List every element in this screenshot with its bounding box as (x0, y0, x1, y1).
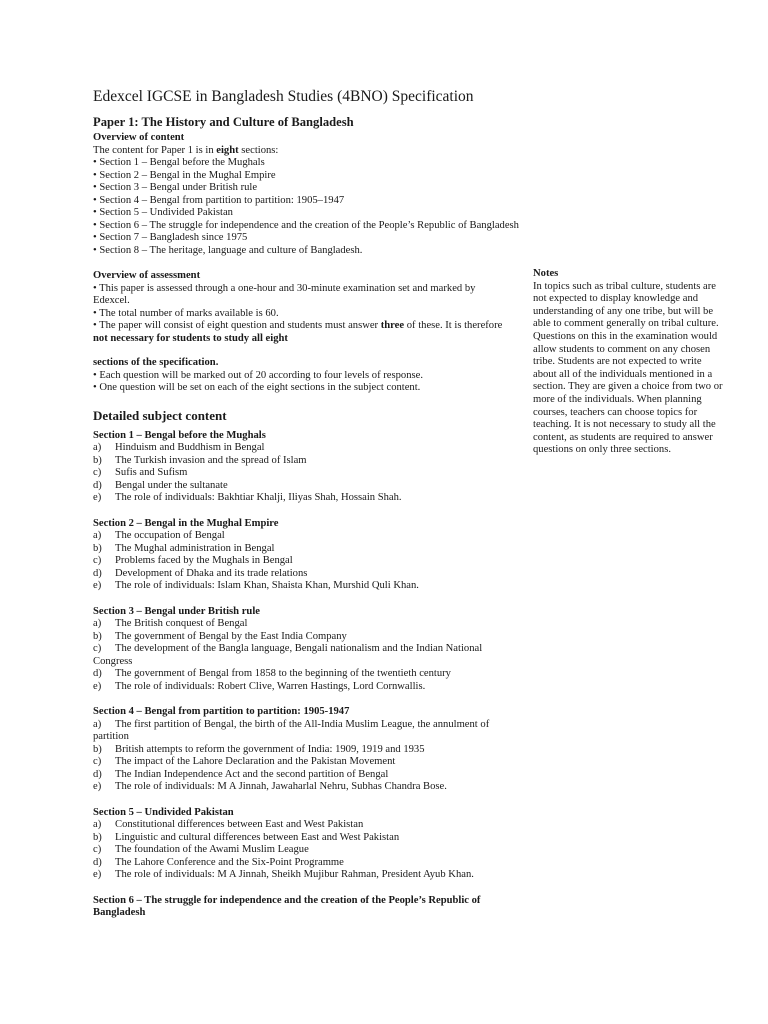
item-text: The government of Bengal from 1858 to the beginning of the twentieth century (115, 668, 451, 679)
list-item (93, 580, 513, 593)
section-title: Section 5 – Undivided Pakistan (93, 806, 234, 818)
item-text: The first partition of Bengal, the birth of the All-India Muslim League, the annulment of partition (93, 718, 490, 742)
item-letter: a) (93, 819, 102, 830)
item-letter: e) (93, 781, 102, 792)
content-section-6 (93, 895, 513, 920)
item-text: The development of the Bangla language, Bengali nationalism and the Indian National Congress (93, 643, 483, 667)
item-text: The British conquest of Bengal (115, 618, 248, 629)
item-text: The role of individuals: M A Jinnah, Sheikh Mujibur Rahman, President Ayub Khan. (115, 869, 474, 880)
item-text: Sufis and Sufism (115, 467, 188, 478)
item-letter: d) (93, 479, 102, 491)
assessment-bold: three (380, 320, 405, 331)
list-item: • Section 4 – Bengal from partition to partition: 1905–1947 (93, 194, 345, 206)
section-title: Section 6 – The struggle for independence and the creation of the People’s Republic of Bangladesh (93, 894, 481, 918)
section-title: Section 2 – Bengal in the Mughal Empire (93, 517, 279, 529)
item-text: The Indian Independence Act and the second partition of Bengal (115, 768, 389, 780)
overview-content-heading: Overview of content (93, 132, 185, 143)
paper-title: Paper 1: The History and Culture of Bangladesh (93, 115, 354, 129)
item-letter: e) (93, 680, 102, 692)
list-item (93, 869, 513, 882)
list-item (93, 480, 513, 493)
item-letter: b) (93, 831, 102, 843)
item-text: The foundation of the Awami Muslim League (115, 844, 309, 855)
item-text: British attempts to reform the government of India: 1909, 1919 and 1935 (115, 743, 425, 755)
overview-content-intro (93, 145, 513, 158)
content-section-3 (93, 606, 513, 694)
assessment-line (93, 320, 513, 345)
item-letter: e) (93, 492, 102, 503)
list-item (93, 756, 513, 769)
list-item: • Section 5 – Undivided Pakistan (93, 207, 233, 218)
item-letter: c) (93, 555, 102, 566)
item-text: The role of individuals: Islam Khan, Shaista Khan, Murshid Quli Khan. (115, 580, 419, 591)
item-text: Bengal under the sultanate (115, 479, 228, 491)
item-letter: d) (93, 856, 102, 868)
assessment-line: • Each question will be marked out of 20 according to four levels of response. (93, 369, 423, 381)
item-letter: b) (93, 542, 102, 554)
list-item (93, 442, 513, 455)
list-item (93, 819, 513, 832)
item-letter: a) (93, 618, 102, 629)
list-item: • Section 1 – Bengal before the Mughals (93, 157, 265, 168)
assessment-line (93, 357, 513, 370)
item-letter: b) (93, 630, 102, 642)
item-text: The occupation of Bengal (115, 530, 225, 541)
list-item (93, 781, 513, 794)
item-letter: d) (93, 567, 102, 579)
list-item: • Section 3 – Bengal under British rule (93, 182, 258, 193)
content-section-4 (93, 706, 513, 794)
list-item (93, 857, 513, 870)
item-text: Development of Dhaka and its trade relations (115, 567, 308, 579)
section-title: Section 3 – Bengal under British rule (93, 605, 260, 617)
list-item: • Section 2 – Bengal in the Mughal Empire (93, 169, 276, 181)
list-item (93, 492, 513, 505)
section-items (93, 618, 513, 693)
item-letter: b) (93, 743, 102, 755)
assessment-bold: sections of the specification. (93, 357, 219, 368)
item-letter: a) (93, 718, 102, 730)
section-items (93, 819, 513, 882)
item-text: Constitutional differences between East and West Pakistan (115, 819, 364, 830)
section-items (93, 530, 513, 593)
item-text: The Lahore Conference and the Six-Point Programme (115, 856, 344, 868)
section-items (93, 442, 513, 505)
list-item (93, 643, 513, 668)
list-item (93, 543, 513, 556)
item-letter: c) (93, 467, 102, 478)
notes-body: In topics such as tribal culture, students are not expected to display knowledge and understanding of any one tribe, but will be able to comment generally on tribal culture. Questions on this in the examination would allow students to comment on any chosen tribe. Students are not expected to write about all of the individuals mentioned in a section. They are given a choice from two or more of the individuals. When planning courses, teachers can choose topics for teaching. It is not necessary to study all the content, as students are required to answer questions on only three sections. (533, 280, 723, 456)
assessment-text: • The paper will consist of eight question and students must answer (93, 320, 381, 331)
item-letter: a) (93, 442, 102, 453)
list-item (93, 832, 513, 845)
overview-assessment-heading: Overview of assessment (93, 270, 201, 281)
item-letter: d) (93, 668, 102, 679)
list-item (93, 467, 513, 480)
item-text: The role of individuals: M A Jinnah, Jawaharlal Nehru, Subhas Chandra Bose. (115, 781, 447, 792)
list-item (93, 568, 513, 581)
item-letter: b) (93, 454, 102, 466)
section-items (93, 719, 513, 794)
list-item (93, 668, 513, 681)
list-item (93, 455, 513, 468)
item-text: The role of individuals: Robert Clive, Warren Hastings, Lord Cornwallis. (115, 680, 426, 692)
assessment-line: • One question will be set on each of the eight sections in the subject content. (93, 382, 421, 393)
assessment-bold: not necessary for students to study all eight (93, 332, 288, 344)
list-item (93, 618, 513, 631)
detailed-content-heading: Detailed subject content (93, 407, 227, 423)
list-item (93, 844, 513, 857)
item-text: The Turkish invasion and the spread of Islam (115, 454, 307, 466)
notes-sidebar (533, 268, 725, 457)
list-item: • Section 6 – The struggle for independence and the creation of the People’s Republic of Bangladesh (93, 219, 519, 231)
item-text: The Mughal administration in Bengal (115, 542, 275, 554)
item-text: Hinduism and Buddhism in Bengal (115, 442, 265, 453)
assessment-line: • This paper is assessed through a one-hour and 30-minute examination set and marked by Edexcel. (93, 282, 476, 306)
item-text: Linguistic and cultural differences between East and West Pakistan (115, 831, 400, 843)
notes-heading: Notes (533, 268, 559, 279)
item-text: The government of Bengal by the East India Company (115, 630, 347, 642)
assessment-line: • The total number of marks available is 60. (93, 307, 279, 319)
list-item (93, 719, 513, 744)
item-text: The role of individuals: Bakhtiar Khalji, Iliyas Shah, Hossain Shah. (115, 492, 402, 503)
list-item (93, 681, 513, 694)
list-item: • Section 7 – Bangladesh since 1975 (93, 232, 248, 243)
list-item (93, 769, 513, 782)
item-letter: c) (93, 756, 102, 767)
list-item (93, 744, 513, 757)
list-item (93, 530, 513, 543)
intro-bold: eight (216, 144, 239, 156)
item-letter: a) (93, 530, 102, 541)
overview-section-list (93, 157, 519, 257)
section-title: Section 1 – Bengal before the Mughals (93, 429, 266, 441)
item-text: Problems faced by the Mughals in Bengal (115, 555, 293, 566)
item-letter: c) (93, 844, 102, 855)
content-section-5 (93, 807, 513, 882)
intro-suffix: sections: (238, 144, 279, 156)
item-letter: e) (93, 580, 102, 591)
list-item (93, 555, 513, 568)
intro-text: The content for Paper 1 is in (93, 144, 217, 156)
content-section-1 (93, 430, 513, 505)
main-column (93, 88, 519, 933)
item-letter: e) (93, 869, 102, 880)
assessment-text: of these. It is therefore (404, 320, 503, 331)
list-item (93, 631, 513, 644)
content-section-2 (93, 518, 513, 593)
section-title: Section 4 – Bengal from partition to partition: 1905-1947 (93, 706, 350, 717)
item-letter: d) (93, 768, 102, 780)
list-item: • Section 8 – The heritage, language and culture of Bangladesh. (93, 244, 363, 256)
item-letter: c) (93, 643, 102, 654)
item-text: The impact of the Lahore Declaration and the Pakistan Movement (115, 756, 396, 767)
document-title: Edexcel IGCSE in Bangladesh Studies (4BNO) Specification (93, 88, 474, 105)
